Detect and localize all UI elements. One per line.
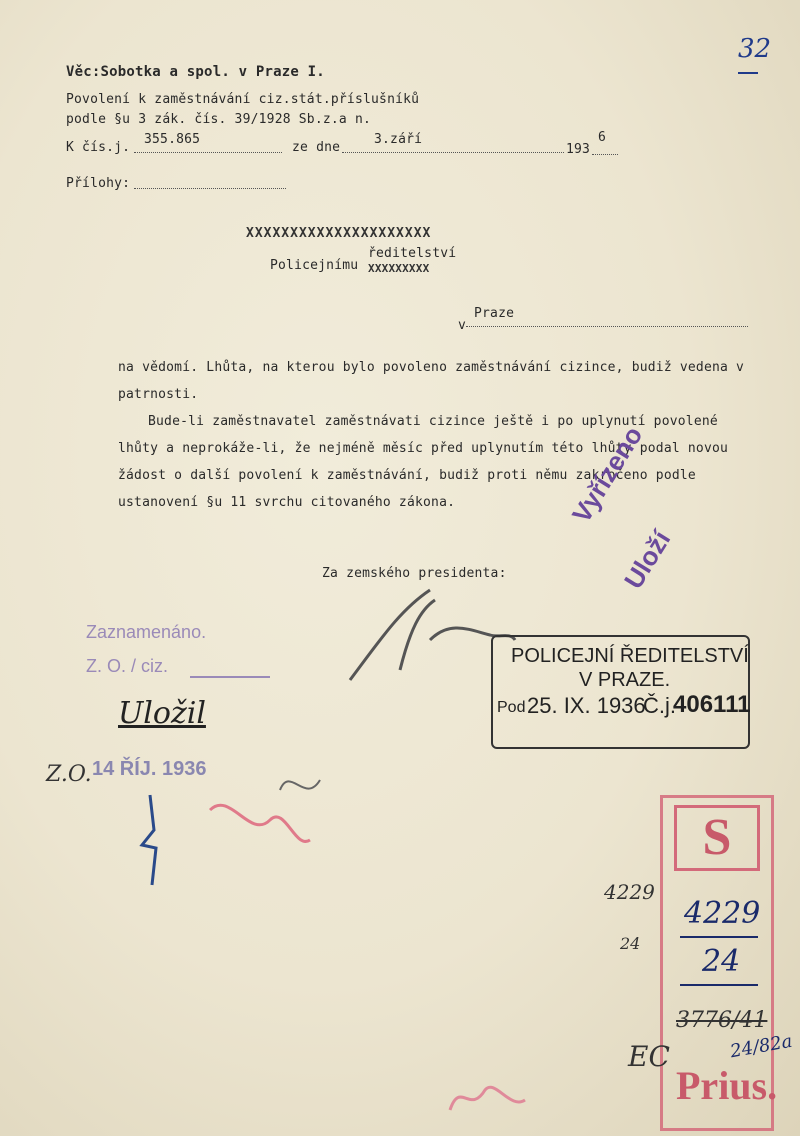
date-stamp: 14 ŘÍJ. 1936 [92,758,207,780]
number-4229-underline [680,936,758,938]
police-stamp-box [491,635,750,749]
struck-small-text: XXXXXXXXX [368,262,430,275]
zo-underline [190,676,270,678]
police-date: 25. IX. 1936 [527,693,646,718]
gray-scribble [270,760,330,810]
page-number-underline [738,72,758,74]
bottom-red-scribble [440,1070,530,1120]
zaznamenano-stamp: Zaznamenáno. [86,622,207,642]
policejnimu-text: Policejnímu [270,258,359,273]
police-line-2: V PRAZE. [579,669,671,691]
police-number: 406111 [673,691,751,718]
red-s-stamp: S [674,805,760,871]
kcis-value: 355.865 [144,132,201,147]
header-line-3: podle §u 3 zák. čís. 39/1928 Sb.z.a n. [66,112,372,127]
vyrizeno-stamp: Vyřízeno [566,420,649,528]
zedne-value: 3.září [374,132,423,147]
praze-dotted-line [466,326,748,327]
signature-line: Za zemského presidenta: [322,566,507,581]
reditelstvi-text: ředitelství [368,246,457,261]
v-text: v [458,318,467,333]
police-pod: Pod [497,699,526,716]
subject-line: Věc:Sobotka a spol. v Praze I. [66,64,325,80]
police-cj: Č.j. [643,693,676,718]
zedne-label: ze dne [292,140,341,155]
blue-initial-mark [132,790,172,890]
prilohy-label: Přílohy: [66,176,131,191]
struck-address-line: XXXXXXXXXXXXXXXXXXXXX [246,226,432,241]
number-24: 24 [702,944,741,979]
year-dotted-line [592,154,618,155]
year-digit: 6 [598,130,607,145]
paragraph-1: na vědomí. Lhůta, na kterou bylo povoleno zaměstnávání cizince, budiž vedena v patrnosti. [118,360,745,402]
number-24-underline [680,984,758,986]
paragraph-2: Bude-li zaměstnavatel zaměstnávati cizince ještě i po uplynutí povolené lhůty a neprokáže-li, že nejméně měsíc před uplynutím této lhůty podal novou žádost o další povolení k zaměstnávání, budiž proti němu zakročeno podle ustanovení §u 11 svrchu citovaného zákona. [118,414,729,510]
ulozi-stamp: Uloží [618,525,677,594]
zo-stamp: Z. O. / ciz. [86,656,169,676]
praze-text: Praze [474,306,515,321]
number-4229: 4229 [684,896,761,931]
number-24-82: 24/82a [728,1030,794,1063]
number-24-small: 24 [620,934,641,953]
zo-initials-handwriting: Z.O. [46,762,92,787]
kcis-label: K čís.j. [66,140,131,155]
prius-stamp: Prius. [676,1063,778,1108]
year-prefix: 193 [566,142,591,157]
ee-handwriting: EC [628,1040,670,1073]
prilohy-dotted-line [134,188,286,189]
body-text [118,354,748,516]
header-line-2: Povolení k zaměstnávání ciz.stát.příslušníků [66,92,420,107]
number-4229-small: 4229 [604,880,655,904]
ulozil-handwriting: Uložil [118,696,206,731]
page-number: 32 [738,34,772,64]
zedne-dotted-line [342,152,564,153]
struck-number: 3776/41 [676,1008,768,1033]
police-line-1: POLICEJNÍ ŘEDITELSTVÍ [511,645,749,667]
kcis-dotted-line [134,152,282,153]
